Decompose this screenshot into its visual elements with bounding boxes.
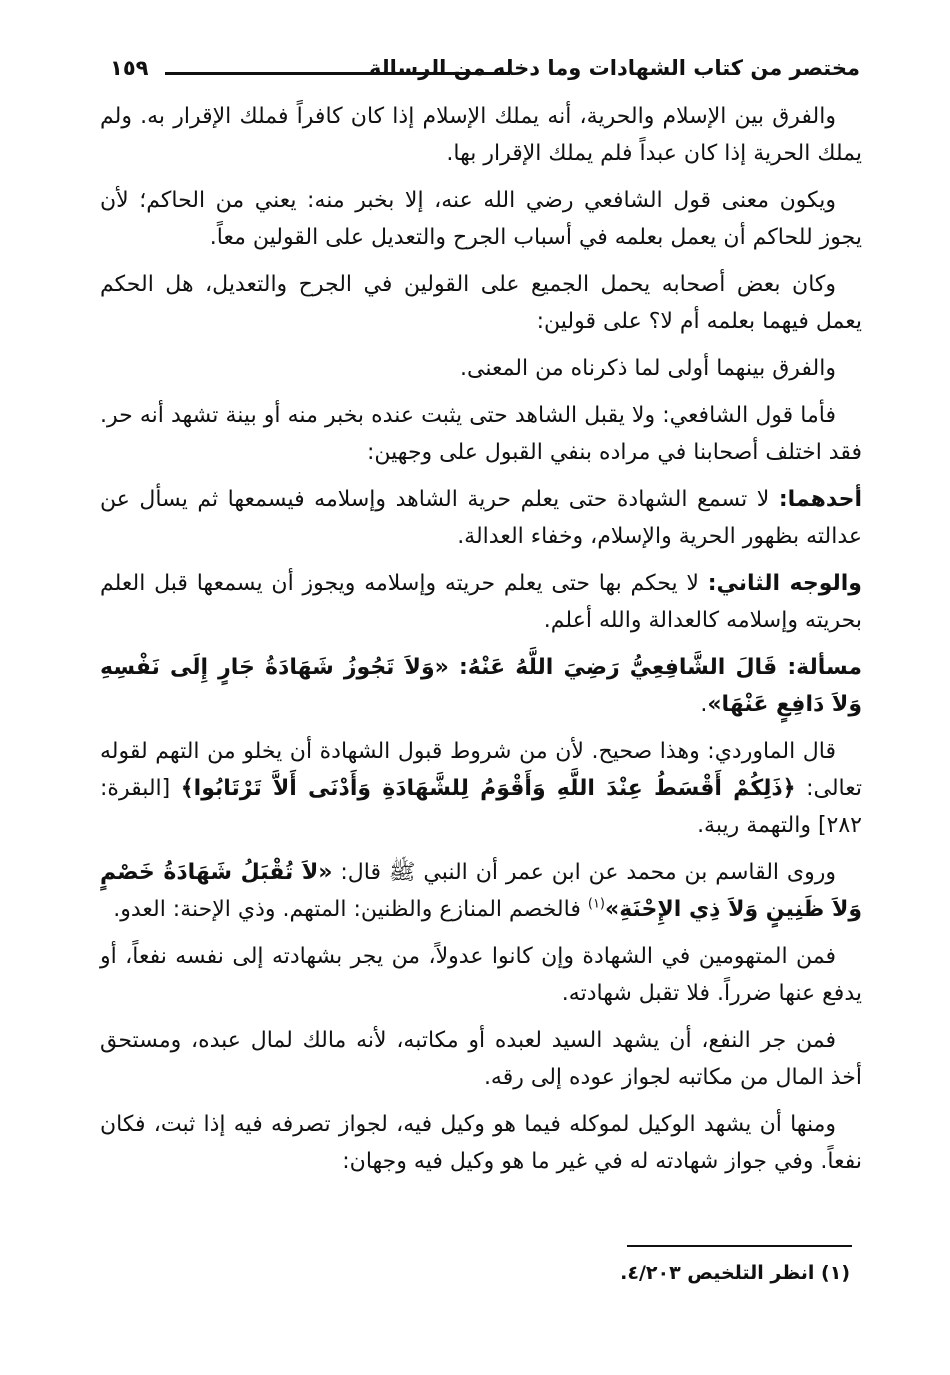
masala-paragraph: مسألة: قَالَ الشَّافِعِيُّ رَضِيَ اللَّهُ عَنْهُ: «وَلاَ تَجُوزُ شَهَادَةُ جَارٍ إِلَى نَفْسِهِ وَلاَ دَافِعٍ عَنْهَا».: [100, 655, 862, 717]
running-header: [110, 52, 860, 92]
page-number: ١٥٩: [110, 56, 149, 80]
paragraph: والوجه الثاني: لا يحكم بها حتى يعلم حريته وإسلامه ويجوز أن يسمعها قبل العلم بحريته وإسلامه كالعدالة والله أعلم.: [100, 571, 862, 633]
paragraph: أحدهما: لا تسمع الشهادة حتى يعلم حرية الشاهد وإسلامه فيسمعها ثم يسأل عن عدالته بظهور الحرية والإسلام، وخفاء العدالة.: [100, 487, 862, 549]
paragraph-lead: أحدهما:: [778, 487, 862, 512]
footnote: (١) انظر التلخيص ٤/٢٠٣.: [620, 1262, 850, 1284]
footnote-marker: (١): [587, 896, 605, 912]
footnote-divider: [627, 1245, 852, 1247]
paragraph: وروى القاسم بن محمد عن ابن عمر أن النبي ﷺ قال: «لاَ تُقْبَلُ شَهَادَةُ خَصْمٍ وَلاَ ظَنِينٍ وَلاَ ذِي الإِحْنَةِ»$^{(١)}$ فالخصم المنازع والظنين: المتهم. وذي الإحنة: العدو.: [100, 860, 862, 922]
paragraph: والفرق بين الإسلام والحرية، أنه يملك الإسلام إذا كان كافراً فملك الإقرار به. ولم يملك الحرية إذا كان عبداً فلم يملك الإقرار بها.: [100, 104, 862, 166]
quran-verse: ﴿ذَلِكُمْ أَقْسَطُ عِنْدَ اللَّهِ وَأَقْوَمُ لِلشَّهَادَةِ وَأَدْنَى أَلاَّ تَرْتَابُوا﴾: [180, 776, 796, 801]
header-title: مختصر من كتاب الشهادات وما دخله من الرسالة: [369, 56, 860, 80]
paragraph-lead: والوجه الثاني:: [707, 571, 862, 596]
paragraph: ومنها أن يشهد الوكيل لموكله فيما هو وكيل فيه، لجواز تصرفه فيه إذا ثبت، فكان نفعاً. وفي جواز شهادته له في غير ما هو وكيل فيه وجهان:: [100, 1112, 862, 1174]
paragraph: فمن جر النفع، أن يشهد السيد لعبده أو مكاتبه، لأنه مالك لمال عبده، ومستحق أخذ المال من مكاتبه لجواز عوده إلى رقه.: [100, 1028, 862, 1090]
paragraph-lead: مسألة:: [787, 655, 862, 680]
quoted-text: قَالَ الشَّافِعِيُّ رَضِيَ اللَّهُ عَنْهُ: «وَلاَ تَجُوزُ شَهَادَةُ جَارٍ إِلَى نَفْسِهِ وَلاَ دَافِعٍ عَنْهَا»: [100, 655, 862, 717]
hadith-quote: «لاَ تُقْبَلُ شَهَادَةُ خَصْمٍ وَلاَ ظَنِينٍ وَلاَ ذِي الإِحْنَةِ»: [100, 860, 862, 922]
paragraph: وكان بعض أصحابه يحمل الجميع على القولين في الجرح والتعديل، هل الحكم يعمل فيهما بعلمه أم لا؟ على قولين:: [100, 272, 862, 334]
main-text: [100, 98, 862, 1190]
paragraph: والفرق بينهما أولى لما ذكرناه من المعنى.: [459, 356, 836, 381]
header-rule: [165, 72, 510, 75]
paragraph: فأما قول الشافعي: ولا يقبل الشاهد حتى يثبت عنده بخبر منه أو بينة تشهد أنه حر. فقد اختلف أصحابنا في مراده بنفي القبول على وجهين:: [100, 403, 862, 465]
paragraph: فمن المتهومين في الشهادة وإن كانوا عدولاً، من يجر بشهادته إلى نفسه نفعاً، أو يدفع عنها ضرراً. فلا تقبل شهادته.: [100, 944, 862, 1006]
paragraph: قال الماوردي: وهذا صحيح. لأن من شروط قبول الشهادة أن يخلو من التهم لقوله تعالى: ﴿ذَلِكُمْ أَقْسَطُ عِنْدَ اللَّهِ وَأَقْوَمُ لِلشَّهَادَةِ وَأَدْنَى أَلاَّ تَرْتَابُوا﴾ [البقرة: ٢٨٢] والتهمة ريبة.: [100, 739, 862, 838]
paragraph: ويكون معنى قول الشافعي رضي الله عنه، إلا بخبر منه: يعني من الحاكم؛ لأن يجوز للحاكم أن يعمل بعلمه في أسباب الجرح والتعديل على القولين معاً.: [100, 188, 862, 250]
